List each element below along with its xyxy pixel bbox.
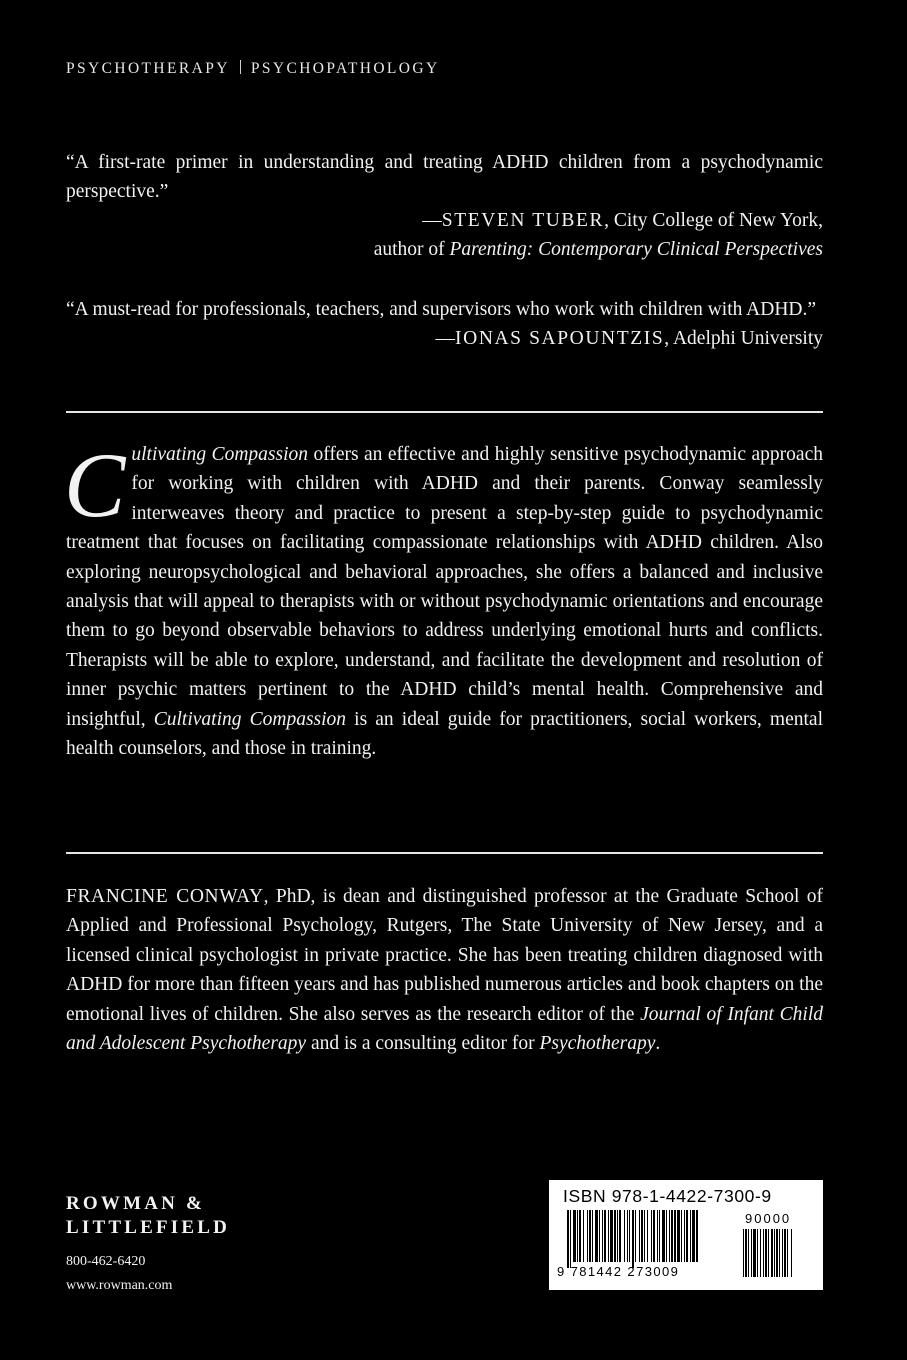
addon-bar xyxy=(751,1229,752,1277)
addon-bar xyxy=(776,1229,778,1277)
addon-bar xyxy=(784,1229,786,1277)
barcode-bar xyxy=(610,1210,613,1262)
barcode-bar xyxy=(651,1210,652,1262)
addon-bar xyxy=(745,1229,747,1277)
barcode-bar xyxy=(684,1210,685,1262)
category-psychotherapy: PSYCHOTHERAPY xyxy=(66,60,230,77)
blurb-quote-1-text: “A first-rate primer in understanding and treating ADHD children from a psychodynamic perspective.” xyxy=(66,152,823,202)
addon-bar xyxy=(748,1229,749,1277)
isbn-barcode xyxy=(549,1180,823,1290)
description-body-2: is an ideal guide for practitioners, social workers, mental health counselors, and those in training. xyxy=(66,708,823,760)
addon-bar xyxy=(768,1229,769,1277)
category-psychopathology: PSYCHOPATHOLOGY xyxy=(250,60,440,77)
barcode-bar xyxy=(653,1210,655,1262)
addon-bar xyxy=(782,1229,783,1277)
category-line xyxy=(66,60,440,78)
barcode-bar xyxy=(592,1210,593,1262)
bio-journal-1: Journal of Infant Child and Adolescent Psychotherapy xyxy=(66,1003,823,1055)
barcode-bar xyxy=(659,1210,660,1262)
barcode-bar xyxy=(641,1210,643,1262)
barcode-bar xyxy=(674,1210,676,1262)
publisher-name-line2: LITTLEFIELD xyxy=(66,1217,231,1238)
barcode-bar xyxy=(671,1210,673,1262)
isbn-text: ISBN 978-1-4422-7300-9 xyxy=(563,1186,772,1206)
barcode-bar xyxy=(657,1210,658,1262)
blurb-quote-2-text: “A must-read for professionals, teachers, and supervisors who work with children with ADHD.” xyxy=(66,299,817,320)
barcode-bar xyxy=(595,1210,598,1262)
barcode-bar xyxy=(579,1210,581,1262)
attribution-dash: — xyxy=(422,210,442,231)
barcode-bar xyxy=(629,1210,630,1262)
bio-text-2: and is a consulting editor for xyxy=(306,1033,540,1055)
addon-bar xyxy=(757,1229,758,1277)
addon-bar xyxy=(771,1229,773,1277)
addon-bar xyxy=(774,1229,775,1277)
barcode-bar xyxy=(662,1210,665,1262)
bio-text-3: . xyxy=(655,1033,661,1055)
attribution-prefix: author of xyxy=(373,239,450,260)
barcode-bar xyxy=(647,1210,648,1262)
attribution-affiliation: , City College of New York, xyxy=(604,210,823,231)
author-bio xyxy=(66,882,823,1058)
addon-bar xyxy=(760,1229,761,1277)
barcode-bar xyxy=(635,1210,636,1262)
ean-number: 9 781442 273009 xyxy=(557,1264,680,1279)
book-title-italic: ultivating Compassion xyxy=(131,444,308,465)
barcode-bar xyxy=(608,1210,609,1262)
blurb-quote-1-attribution xyxy=(66,206,823,235)
description-body-1: offers an effective and highly sensitive psychodynamic approach for working with children with ADHD and their parents. Conway seamlessly interweaves theory and practice to present a step-by-step guide to psychodynamic treatment that focuses on facilitating compassionate relationships with ADHD children. Also exploring neuropsychological and behavioral approaches, she offers a balanced and inclusive analysis that will appeal to therapists with or without psychodynamic orientations and encourage them to go beyond observable behaviors to address underlying emotional hurts and conflicts. Therapists will be able to explore, understand, and facilitate the development and resolution of inner psychic matters pertinent to the ADHD child’s mental health. Comprehensive and insightful, xyxy=(66,444,823,730)
blurb-quote-1-attribution-line2 xyxy=(66,235,823,264)
barcode-bar xyxy=(686,1210,688,1262)
barcode-bar xyxy=(567,1210,569,1268)
barcode-bar xyxy=(573,1210,576,1262)
addon-bar xyxy=(779,1229,780,1277)
publisher-phone: 800-462-6420 xyxy=(66,1254,146,1269)
barcode-bar xyxy=(599,1210,600,1262)
barcode-bar xyxy=(696,1210,698,1262)
barcode-bar xyxy=(681,1210,682,1262)
barcode-bar xyxy=(619,1210,621,1262)
bio-text-1: , PhD, is dean and distinguished professor at the Graduate School of Applied and Professional Psychology, Rutgers, The State University of New Jersey, and a licensed clinical psychologist in private practice. She has been treating children diagnosed with ADHD for more than fifteen years and has published numerous articles and book chapters on the emotional lives of children. She also serves as the research editor of the xyxy=(66,886,823,1025)
addon-bar xyxy=(765,1229,767,1277)
attribution-affiliation: , Adelphi University xyxy=(664,328,823,349)
barcode-bar xyxy=(604,1210,606,1262)
category-separator xyxy=(240,60,241,74)
barcode-bar xyxy=(677,1210,680,1262)
divider-top xyxy=(66,411,823,413)
barcode-bar xyxy=(639,1210,640,1262)
barcode-bar xyxy=(690,1210,691,1262)
barcode-bar xyxy=(589,1210,591,1262)
publisher-contact xyxy=(66,1250,230,1298)
barcode-bar xyxy=(587,1210,588,1262)
barcode-bar xyxy=(632,1210,634,1268)
barcode-bar xyxy=(627,1210,628,1262)
barcode-bar xyxy=(577,1210,578,1262)
blurb-quote-2 xyxy=(66,295,823,353)
barcode-bar xyxy=(644,1210,645,1262)
attribution-book-title: Parenting: Contemporary Clinical Perspectives xyxy=(449,239,823,260)
barcode-bar xyxy=(570,1210,571,1268)
addon-bar xyxy=(763,1229,764,1277)
barcode-bar xyxy=(669,1210,670,1262)
addon-bar xyxy=(791,1229,792,1277)
barcode-bar xyxy=(583,1210,584,1262)
blurb-quote-1 xyxy=(66,148,823,264)
book-description xyxy=(64,434,823,763)
barcode-bar xyxy=(666,1210,667,1262)
attribution-dash: — xyxy=(435,328,456,349)
addon-bar xyxy=(753,1229,756,1277)
barcode-bar xyxy=(692,1210,695,1262)
publisher-block xyxy=(66,1192,230,1298)
barcode-bar xyxy=(602,1210,603,1262)
publisher-name-line1: ROWMAN & xyxy=(66,1193,206,1214)
addon-bar xyxy=(787,1229,788,1277)
price-code: 90000 xyxy=(745,1211,792,1226)
barcode-bar xyxy=(617,1210,618,1262)
drop-cap: C xyxy=(64,434,126,536)
book-title-italic-2: Cultivating Compassion xyxy=(153,708,347,730)
barcode-bar xyxy=(624,1210,625,1262)
attribution-name: IONAS SAPOUNTZIS xyxy=(455,328,665,349)
addon-bar xyxy=(743,1229,744,1277)
barcode-bar xyxy=(614,1210,616,1262)
bio-journal-2: Psychotherapy xyxy=(539,1033,656,1055)
divider-bottom xyxy=(66,852,823,854)
blurb-quote-2-attribution xyxy=(66,324,823,353)
publisher-website: www.rowman.com xyxy=(66,1278,173,1293)
author-name: FRANCINE CONWAY xyxy=(66,886,264,907)
attribution-name: STEVEN TUBER xyxy=(441,210,605,231)
